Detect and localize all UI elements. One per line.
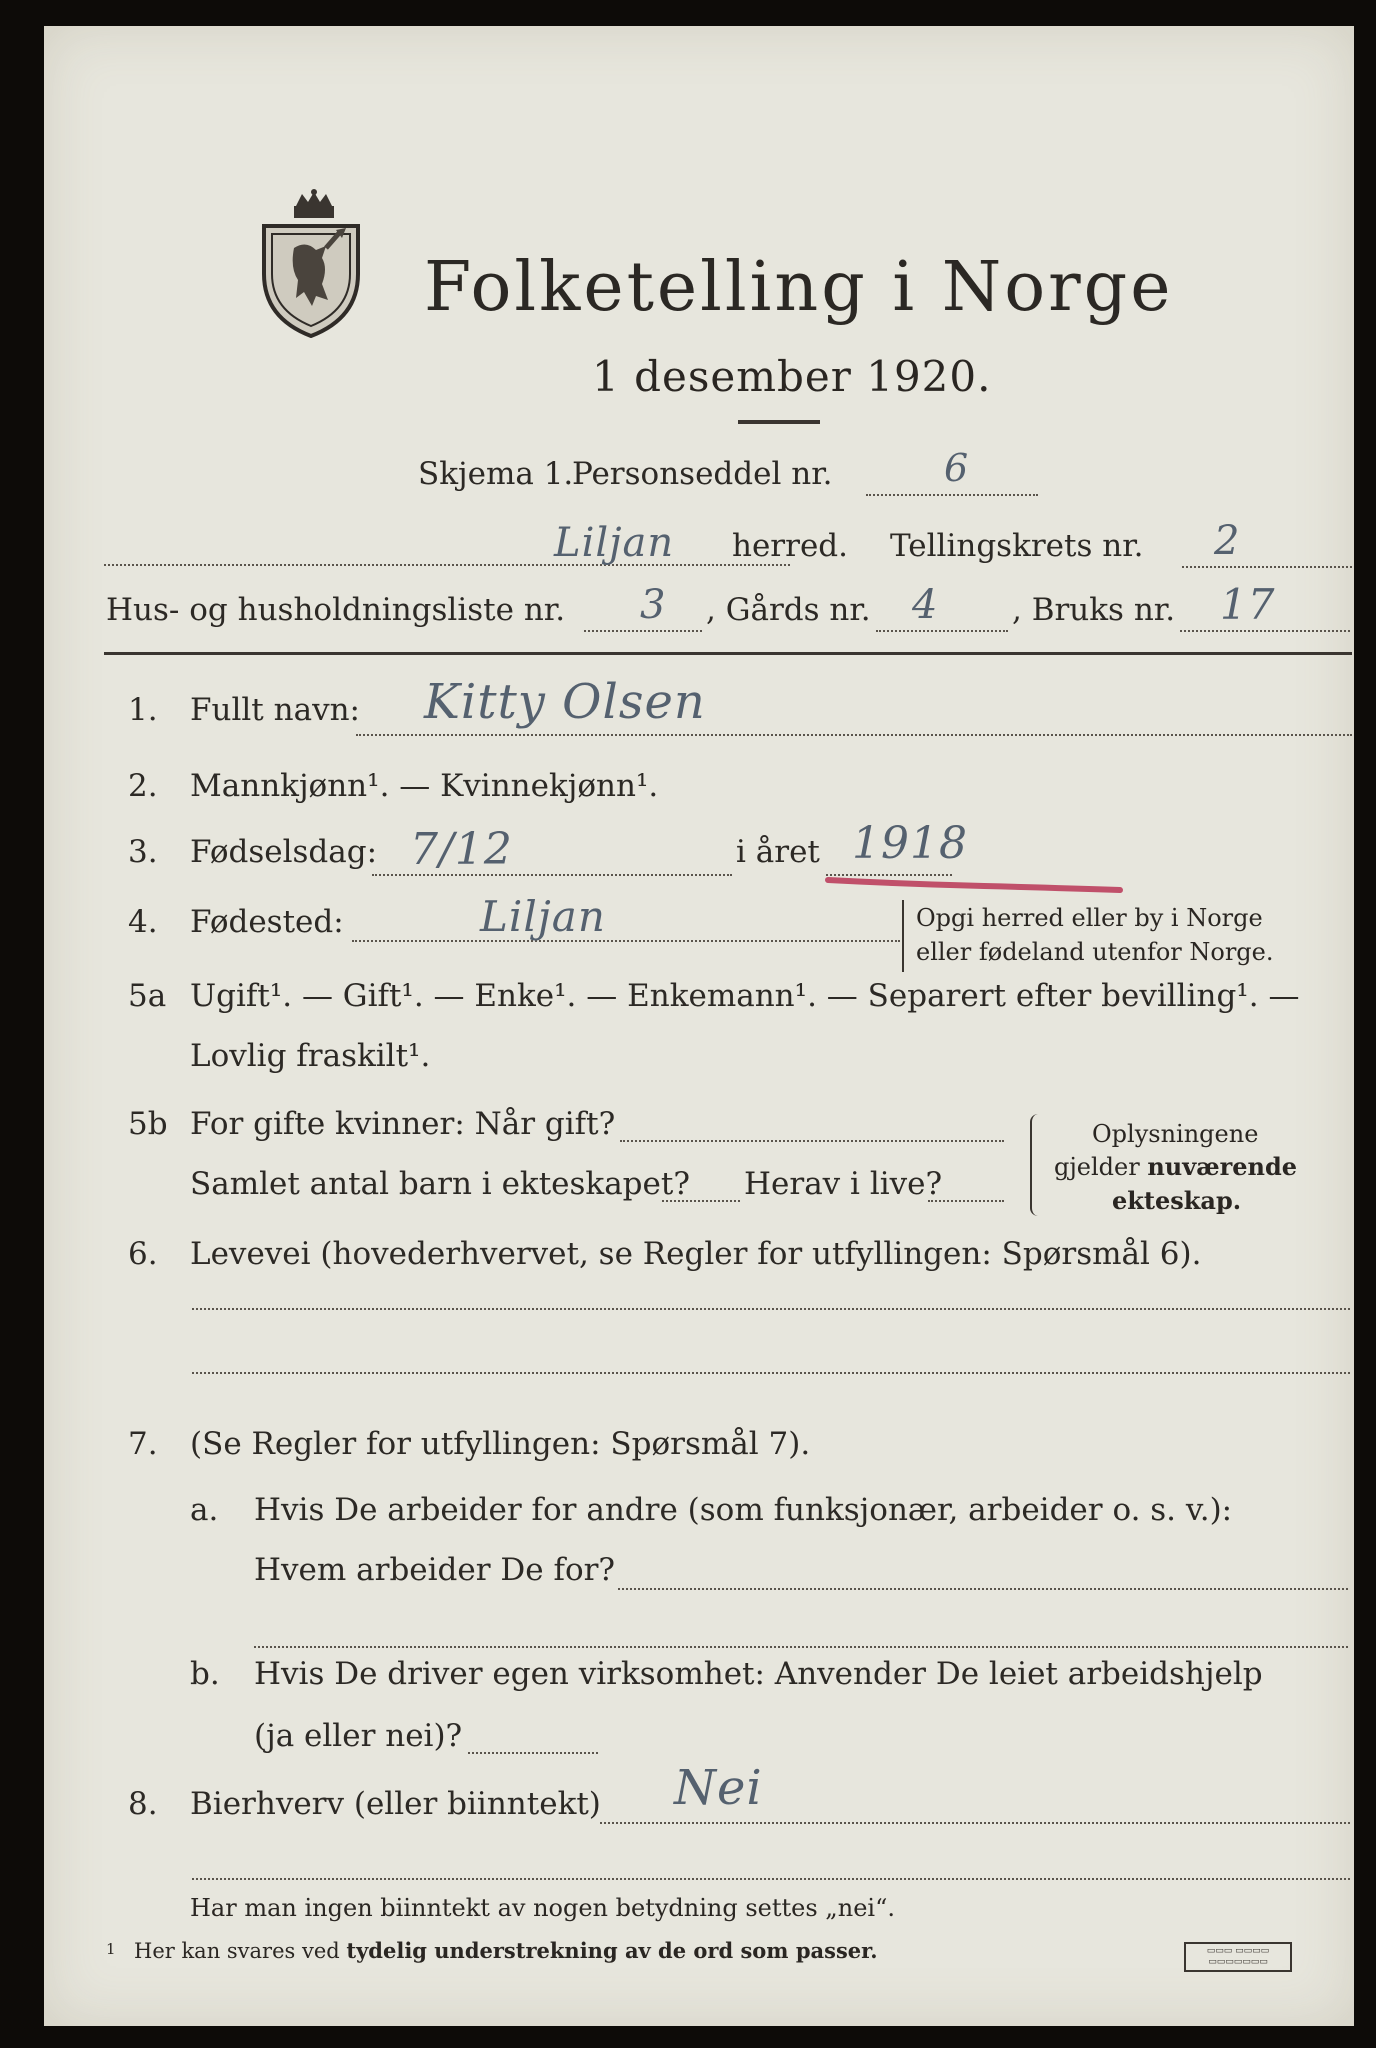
q5b-alive-label: Herav i live? [744, 1166, 943, 1202]
tellingskrets-label: Tellingskrets nr. [890, 528, 1144, 564]
q4-note-brace [902, 900, 908, 972]
q5b-note-brace [1030, 1114, 1042, 1216]
bruks-field[interactable]: 17 [1220, 580, 1276, 629]
q5b-note-gjelder: gjelder [1054, 1153, 1148, 1181]
side-income-field-line2[interactable] [192, 1878, 1350, 1880]
footnote-text-bold: tydelig understrekning av de ord som passer. [346, 1938, 878, 1963]
q7b-line2: (ja eller nei)? [254, 1718, 463, 1754]
herred-label: herred. [732, 528, 848, 564]
q7b-letter: b. [190, 1656, 220, 1692]
footnote-text-plain: Her kan svares ved [134, 1939, 347, 1963]
q5b-note-line3: ekteskap. [1112, 1186, 1242, 1215]
birthdate-field[interactable]: 7/12 [410, 824, 513, 875]
occupation-field-line1[interactable] [192, 1308, 1350, 1310]
gards-label: , Gårds nr. [706, 592, 871, 628]
q6-number: 6. [128, 1236, 158, 1272]
q7a-letter: a. [190, 1492, 219, 1528]
q3-label: Fødselsdag: [190, 834, 378, 870]
printer-stamp-icon: ▭▭▭ ▭▭▭▭ ▭▭▭▭▭▭▭ [1184, 1942, 1292, 1972]
q7-label: (Se Regler for utfyllingen: Spørsmål 7). [190, 1426, 811, 1462]
coat-of-arms-icon [256, 188, 366, 338]
red-underline-mark [824, 866, 1124, 896]
q5b-note-line2 [1054, 1152, 1297, 1181]
q7-number: 7. [128, 1426, 158, 1462]
census-date: 1 desember 1920. [592, 352, 992, 401]
birthplace-field[interactable]: Liljan [480, 892, 606, 941]
q4-number: 4. [128, 904, 158, 940]
q5b-note-line1: Oplysningene [1092, 1120, 1259, 1148]
herred-field-line [104, 564, 790, 566]
employer-field-line2[interactable] [254, 1646, 1348, 1648]
hus-label: Hus- og husholdningsliste nr. [106, 592, 566, 628]
skjema-label: Skjema 1. [418, 456, 574, 492]
q4-note-line2: eller fødeland utenfor Norge. [916, 938, 1274, 966]
birth-year-field[interactable]: 1918 [852, 818, 968, 869]
q7b-line1: Hvis De driver egen virksomhet: Anvender De leiet arbeidshjelp [254, 1656, 1263, 1692]
q3-number: 3. [128, 834, 158, 870]
year-label: i året [736, 834, 820, 870]
gards-field[interactable]: 4 [912, 582, 939, 628]
q5a-number: 5a [128, 978, 167, 1014]
q5b-number: 5b [128, 1106, 168, 1142]
q1-label: Fullt navn: [190, 692, 360, 728]
personseddel-label: Personseddel nr. [572, 456, 833, 492]
full-name-field[interactable]: Kitty Olsen [424, 674, 706, 730]
tellingskrets-field[interactable]: 2 [1214, 518, 1241, 564]
herred-field[interactable]: Liljan [554, 520, 675, 566]
q4-field-line [352, 940, 900, 942]
q5a-marital-options-cont[interactable]: Lovlig fraskilt¹. [190, 1038, 431, 1074]
q4-note-line1: Opgi herred eller by i Norge [916, 904, 1263, 932]
q5a-marital-options[interactable]: Ugift¹. — Gift¹. — Enke¹. — Enkemann¹. — Separert efter bevilling¹. — [190, 978, 1300, 1014]
q7a-line2: Hvem arbeider De for? [254, 1552, 616, 1588]
q8-field-line [600, 1822, 1350, 1824]
title-divider [738, 420, 820, 424]
form-title: Folketelling i Norge [424, 248, 1174, 327]
footer-note: Har man ingen biinntekt av nogen betydning settes „nei“. [190, 1894, 895, 1922]
q1-number: 1. [128, 692, 158, 728]
q5b-children-label: Samlet antal barn i ekteskapet? [190, 1166, 690, 1202]
employer-field-line1[interactable] [618, 1588, 1348, 1590]
footnote-number: 1 [106, 1940, 116, 1958]
q4-label: Fødested: [190, 904, 344, 940]
personseddel-field-line [866, 494, 1038, 496]
side-income-field[interactable]: Nei [674, 1760, 763, 1816]
q5b-note-nuvaerende: nuværende [1147, 1152, 1298, 1181]
hus-field-line [584, 630, 702, 632]
q5b-married-label: For gifte kvinner: Når gift? [190, 1106, 616, 1142]
hired-help-field[interactable] [468, 1752, 598, 1754]
q2-sex-options[interactable]: Mannkjønn¹. — Kvinnekjønn¹. [190, 768, 659, 804]
q7a-line1: Hvis De arbeider for andre (som funksjonær, arbeider o. s. v.): [254, 1492, 1233, 1528]
bruks-label: , Bruks nr. [1012, 592, 1176, 628]
hus-field[interactable]: 3 [640, 582, 667, 628]
children-alive-field[interactable] [928, 1200, 1004, 1202]
footnote-text [134, 1938, 878, 1963]
census-form-sheet [44, 26, 1354, 2026]
married-date-field[interactable] [620, 1140, 1004, 1142]
bruks-field-line [1180, 630, 1350, 632]
occupation-field-line2[interactable] [192, 1372, 1350, 1374]
q1-field-line [356, 734, 1352, 736]
q6-label: Levevei (hovederhvervet, se Regler for utfyllingen: Spørsmål 6). [190, 1236, 1202, 1272]
q2-number: 2. [128, 768, 158, 804]
q8-label: Bierhverv (eller biinntekt) [190, 1786, 601, 1822]
children-count-field[interactable] [662, 1200, 740, 1202]
gards-field-line [876, 630, 1008, 632]
tellingskrets-field-line [1182, 566, 1352, 568]
q8-number: 8. [128, 1786, 158, 1822]
personseddel-field[interactable] [944, 446, 969, 490]
personseddel-value: 6 [944, 446, 970, 490]
header-rule [104, 652, 1352, 655]
